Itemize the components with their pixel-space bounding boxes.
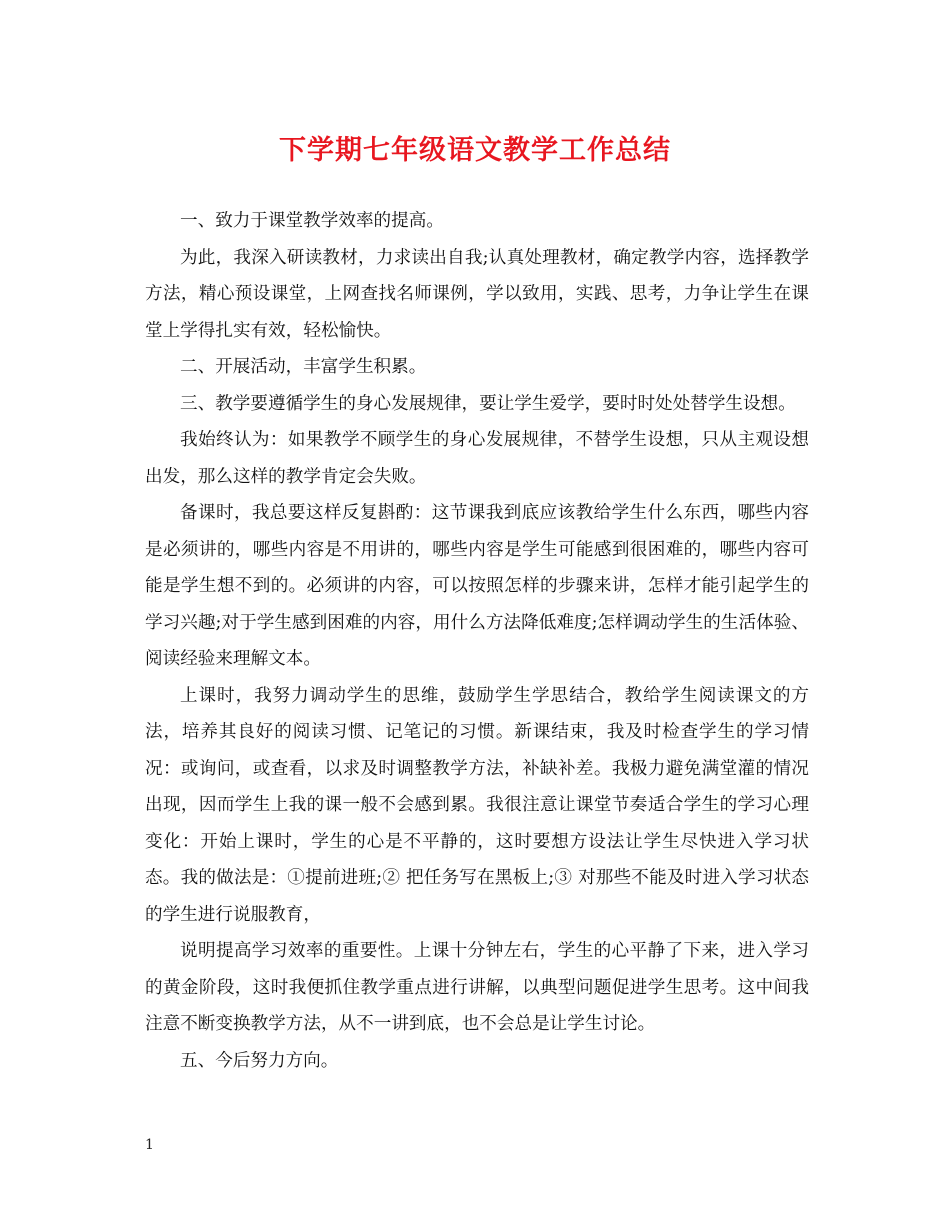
paragraph-section-5-heading: 五、今后努力方向。	[180, 1050, 339, 1071]
paragraph: 为此，我深入研读教材，力求读出自我;认真处理教材，确定教学内容，选择教学方法，精心预设课堂，上网查找名师课例，学以致用，实践、思考，力争让学生在课堂上学得扎实有效，轻松愉快。	[145, 247, 809, 341]
paragraph-section-3-heading: 三、教学要遵循学生的身心发展规律，要让学生爱学，要时时处处替学生设想。	[180, 393, 796, 414]
paragraph-section-2-heading: 二、开展活动，丰富学生积累。	[180, 357, 427, 377]
page-number: 1	[145, 1137, 154, 1153]
document-title: 下学期七年级语文教学工作总结	[279, 135, 671, 166]
paragraph: 说明提高学习效率的重要性。上课十分钟左右，学生的心平静了下来，进入学习的黄金阶段，这时我便抓住教学重点进行讲解，以典型问题促进学生思考。这中间我注意不断变换教学方法，从不一讲到底，也不会总是让学生讨论。	[145, 941, 809, 1034]
paragraph: 上课时，我努力调动学生的思维，鼓励学生学思结合，教给学生阅读课文的方法，培养其良好的阅读习惯、记笔记的习惯。新课结束，我及时检查学生的学习情况：或询问，或查看，以求及时调整教学方法，补缺补差。我极力避免满堂灌的情况出现，因而学生上我的课一般不会感到累。我很注意让课堂节奏适合学生的学习心理变化：开始上课时，学生的心是不平静的，这时要想方设法让学生尽快进入学习状态。我的做法是：①提前进班;② 把任务写在黑板上;③ 对那些不能及时进入学习状态的学生进行说服教育，	[145, 685, 809, 925]
document-body	[145, 203, 809, 1079]
paragraph-section-1-heading: 一、致力于课堂教学效率的提高。	[180, 211, 444, 231]
paragraph: 我始终认为：如果教学不顾学生的身心发展规律，不替学生设想，只从主观设想出发，那么这样的教学肯定会失败。	[145, 430, 809, 487]
paragraph: 备课时，我总要这样反复斟酌：这节课我到底应该教给学生什么东西，哪些内容是必须讲的，哪些内容是不用讲的，哪些内容是学生可能感到很困难的，哪些内容可能是学生想不到的。必须讲的内容，可以按照怎样的步骤来讲，怎样才能引起学生的学习兴趣;对于学生感到困难的内容，用什么方法降低难度;怎样调动学生的生活体验、阅读经验来理解文本。	[145, 503, 809, 669]
